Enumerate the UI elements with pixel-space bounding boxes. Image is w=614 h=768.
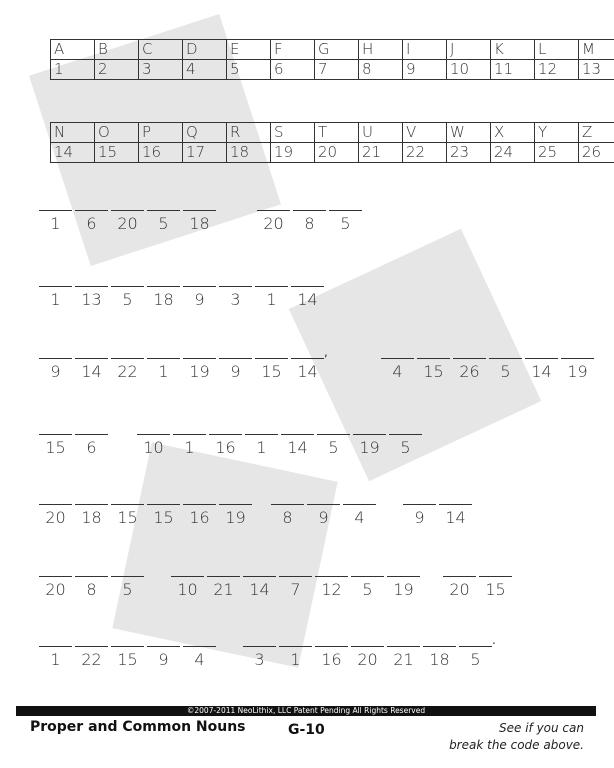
answer-line[interactable] <box>39 424 72 435</box>
answer-line[interactable] <box>343 494 376 505</box>
code-number: 1 <box>290 650 301 669</box>
key-letter-cell: A <box>51 40 95 60</box>
answer-line[interactable] <box>39 276 72 287</box>
letter-blank[interactable] <box>74 348 109 383</box>
code-number: 5 <box>470 650 481 669</box>
code-number: 19 <box>567 362 588 381</box>
answer-line[interactable] <box>183 200 216 211</box>
letter-blank[interactable] <box>146 494 181 529</box>
code-number: 1 <box>266 290 277 309</box>
letter-blank[interactable] <box>290 348 325 383</box>
letter-blank[interactable] <box>380 348 415 383</box>
key-letter-cell: V <box>403 123 447 143</box>
answer-line[interactable] <box>111 276 144 287</box>
key-number-cell: 10 <box>447 60 491 80</box>
letter-blank[interactable] <box>254 276 289 311</box>
code-number: 9 <box>194 290 205 309</box>
letter-blank[interactable] <box>488 348 523 383</box>
code-number: 15 <box>117 650 138 669</box>
key-number-cell: 12 <box>535 60 579 80</box>
letter-blank[interactable] <box>182 200 217 235</box>
numbers-row <box>51 143 614 163</box>
code-number: 8 <box>304 214 315 233</box>
code-number: 14 <box>297 290 318 309</box>
answer-line[interactable] <box>39 636 72 647</box>
letter-blank[interactable] <box>328 200 363 235</box>
letter-blank[interactable] <box>292 200 327 235</box>
letter-blank[interactable] <box>74 494 109 529</box>
key-number-cell: 17 <box>183 143 227 163</box>
answer-line[interactable] <box>147 200 180 211</box>
letters-row <box>51 40 614 60</box>
code-number: 20 <box>263 214 284 233</box>
code-number: 15 <box>117 508 138 527</box>
key-letter-cell: L <box>535 40 579 60</box>
letter-blank[interactable] <box>136 424 171 459</box>
letter-blank[interactable] <box>208 424 243 459</box>
hint-line: break the code above. <box>449 738 584 752</box>
key-letter-cell: R <box>227 123 271 143</box>
letter-blank[interactable] <box>350 566 385 601</box>
letter-blank[interactable] <box>74 636 109 671</box>
code-number: 21 <box>393 650 414 669</box>
letter-blank[interactable] <box>206 566 241 601</box>
code-number: 1 <box>184 438 195 457</box>
key-number-cell: 18 <box>227 143 271 163</box>
answer-line[interactable] <box>111 636 144 647</box>
letter-blank[interactable] <box>314 566 349 601</box>
code-number: 14 <box>531 362 552 381</box>
code-number: 1 <box>50 214 61 233</box>
letter-blank[interactable] <box>342 494 377 529</box>
letter-blank[interactable] <box>110 494 145 529</box>
key-letter-cell: Q <box>183 123 227 143</box>
letter-blank[interactable] <box>74 424 109 459</box>
answer-line[interactable] <box>423 636 456 647</box>
answer-line[interactable] <box>291 276 324 287</box>
key-letter-cell: K <box>491 40 535 60</box>
code-number: 5 <box>122 290 133 309</box>
answer-line[interactable] <box>111 200 144 211</box>
code-number: 26 <box>459 362 480 381</box>
letter-blank[interactable] <box>38 200 73 235</box>
answer-line[interactable] <box>453 348 486 359</box>
letter-blank[interactable] <box>278 566 313 601</box>
key-letter-cell: T <box>315 123 359 143</box>
answer-line[interactable] <box>243 636 276 647</box>
code-number: 9 <box>158 650 169 669</box>
letter-blank[interactable] <box>146 276 181 311</box>
letter-blank[interactable] <box>218 494 253 529</box>
letter-blank[interactable] <box>278 636 313 671</box>
key-letter-cell: D <box>183 40 227 60</box>
answer-line[interactable] <box>147 348 180 359</box>
letter-blank[interactable] <box>442 566 477 601</box>
code-number: 15 <box>485 580 506 599</box>
answer-line[interactable] <box>317 424 350 435</box>
code-number: 18 <box>153 290 174 309</box>
answer-line[interactable] <box>147 494 180 505</box>
answer-line[interactable] <box>137 424 170 435</box>
key-number-cell: 19 <box>271 143 315 163</box>
code-number: 14 <box>287 438 308 457</box>
key-letter-cell: B <box>95 40 139 60</box>
key-letter-cell: E <box>227 40 271 60</box>
answer-line[interactable] <box>459 636 492 647</box>
letter-blank[interactable] <box>478 566 513 601</box>
code-number: 16 <box>321 650 342 669</box>
key-letter-cell: P <box>139 123 183 143</box>
answer-line[interactable] <box>525 348 558 359</box>
letter-blank[interactable] <box>38 636 73 671</box>
code-number: 5 <box>328 438 339 457</box>
code-number: 19 <box>359 438 380 457</box>
key-letter-cell: N <box>51 123 95 143</box>
code-number: 9 <box>318 508 329 527</box>
code-number: 15 <box>45 438 66 457</box>
key-letter-cell: J <box>447 40 491 60</box>
answer-line[interactable] <box>315 636 348 647</box>
answer-line[interactable] <box>257 200 290 211</box>
code-number: 18 <box>189 214 210 233</box>
letter-blank[interactable] <box>182 276 217 311</box>
letter-blank[interactable] <box>452 348 487 383</box>
key-number-cell: 5 <box>227 60 271 80</box>
code-number: 20 <box>357 650 378 669</box>
letter-blank[interactable] <box>560 348 595 383</box>
key-number-cell: 7 <box>315 60 359 80</box>
code-key-table-n-z <box>50 122 614 163</box>
code-number: 1 <box>158 362 169 381</box>
code-number: 7 <box>290 580 301 599</box>
answer-line[interactable] <box>111 566 144 577</box>
answer-line[interactable] <box>219 348 252 359</box>
answer-line[interactable] <box>39 348 72 359</box>
answer-line[interactable] <box>561 348 594 359</box>
code-number: 5 <box>400 438 411 457</box>
letter-blank[interactable] <box>386 636 421 671</box>
code-number: 9 <box>50 362 61 381</box>
code-number: 5 <box>362 580 373 599</box>
code-number: 19 <box>393 580 414 599</box>
key-number-cell: 13 <box>579 60 614 80</box>
letter-blank[interactable] <box>182 348 217 383</box>
key-number-cell: 6 <box>271 60 315 80</box>
letter-blank[interactable] <box>422 636 457 671</box>
letter-blank[interactable] <box>254 348 289 383</box>
key-letter-cell: I <box>403 40 447 60</box>
letter-blank[interactable] <box>182 636 217 671</box>
code-number: 3 <box>230 290 241 309</box>
letter-blank[interactable] <box>110 200 145 235</box>
numbers-row <box>51 60 614 80</box>
letter-blank[interactable] <box>74 200 109 235</box>
key-number-cell: 22 <box>403 143 447 163</box>
code-number: 5 <box>158 214 169 233</box>
letter-blank[interactable] <box>218 276 253 311</box>
punctuation-mark: , <box>324 345 328 359</box>
letter-blank[interactable] <box>352 424 387 459</box>
letter-blank[interactable] <box>306 494 341 529</box>
answer-line[interactable] <box>255 276 288 287</box>
background-square <box>112 442 337 667</box>
code-number: 15 <box>423 362 444 381</box>
key-number-cell: 14 <box>51 143 95 163</box>
answer-line[interactable] <box>351 636 384 647</box>
code-number: 16 <box>189 508 210 527</box>
key-number-cell: 8 <box>359 60 403 80</box>
answer-line[interactable] <box>479 566 512 577</box>
letter-blank[interactable] <box>242 566 277 601</box>
answer-line[interactable] <box>183 636 216 647</box>
code-number: 4 <box>392 362 403 381</box>
answer-line[interactable] <box>75 200 108 211</box>
answer-line[interactable] <box>39 200 72 211</box>
answer-line[interactable] <box>307 494 340 505</box>
letter-blank[interactable] <box>38 276 73 311</box>
answer-line[interactable] <box>279 566 312 577</box>
letter-blank[interactable] <box>146 200 181 235</box>
code-number: 19 <box>189 362 210 381</box>
code-number: 5 <box>340 214 351 233</box>
answer-line[interactable] <box>75 566 108 577</box>
code-number: 4 <box>354 508 365 527</box>
answer-line[interactable] <box>171 566 204 577</box>
code-number: 8 <box>86 580 97 599</box>
answer-line[interactable] <box>75 276 108 287</box>
page-id: G-10 <box>288 722 325 738</box>
code-number: 22 <box>117 362 138 381</box>
answer-line[interactable] <box>75 348 108 359</box>
letter-blank[interactable] <box>524 348 559 383</box>
letter-blank[interactable] <box>438 494 473 529</box>
answer-line[interactable] <box>183 494 216 505</box>
code-number: 6 <box>86 214 97 233</box>
letter-blank[interactable] <box>170 566 205 601</box>
letter-blank[interactable] <box>146 348 181 383</box>
letter-blank[interactable] <box>242 636 277 671</box>
answer-line[interactable] <box>183 348 216 359</box>
key-letter-cell: H <box>359 40 403 60</box>
answer-line[interactable] <box>279 636 312 647</box>
code-number: 14 <box>297 362 318 381</box>
key-letter-cell: Y <box>535 123 579 143</box>
key-number-cell: 4 <box>183 60 227 80</box>
code-number: 15 <box>153 508 174 527</box>
answer-line[interactable] <box>219 276 252 287</box>
letter-blank[interactable] <box>290 276 325 311</box>
letter-blank[interactable] <box>146 636 181 671</box>
answer-line[interactable] <box>207 566 240 577</box>
code-number: 13 <box>81 290 102 309</box>
answer-line[interactable] <box>443 566 476 577</box>
key-number-cell: 25 <box>535 143 579 163</box>
code-number: 18 <box>81 508 102 527</box>
code-number: 9 <box>414 508 425 527</box>
code-number: 20 <box>45 580 66 599</box>
key-letter-cell: F <box>271 40 315 60</box>
letter-blank[interactable] <box>38 494 73 529</box>
key-number-cell: 23 <box>447 143 491 163</box>
answer-line[interactable] <box>489 348 522 359</box>
key-letter-cell: O <box>95 123 139 143</box>
code-number: 5 <box>122 580 133 599</box>
answer-line[interactable] <box>75 636 108 647</box>
code-number: 8 <box>282 508 293 527</box>
letter-blank[interactable] <box>110 348 145 383</box>
letter-blank[interactable] <box>38 348 73 383</box>
answer-line[interactable] <box>381 348 414 359</box>
answer-line[interactable] <box>147 276 180 287</box>
answer-line[interactable] <box>209 424 242 435</box>
letter-blank[interactable] <box>316 424 351 459</box>
answer-line[interactable] <box>111 494 144 505</box>
key-letter-cell: M <box>579 40 614 60</box>
code-number: 10 <box>177 580 198 599</box>
code-number: 20 <box>117 214 138 233</box>
key-letter-cell: Z <box>579 123 614 143</box>
answer-line[interactable] <box>255 348 288 359</box>
answer-line[interactable] <box>39 566 72 577</box>
key-number-cell: 21 <box>359 143 403 163</box>
key-number-cell: 20 <box>315 143 359 163</box>
key-number-cell: 1 <box>51 60 95 80</box>
key-number-cell: 26 <box>579 143 614 163</box>
code-number: 22 <box>81 650 102 669</box>
hint-line: See if you can <box>499 721 584 735</box>
answer-line[interactable] <box>315 566 348 577</box>
key-letter-cell: W <box>447 123 491 143</box>
code-number: 14 <box>249 580 270 599</box>
answer-line[interactable] <box>387 636 420 647</box>
letter-blank[interactable] <box>314 636 349 671</box>
code-number: 21 <box>213 580 234 599</box>
worksheet-title: Proper and Common Nouns <box>30 719 246 735</box>
key-letter-cell: S <box>271 123 315 143</box>
answer-line[interactable] <box>351 566 384 577</box>
key-letter-cell: C <box>139 40 183 60</box>
answer-line[interactable] <box>439 494 472 505</box>
letter-blank[interactable] <box>172 424 207 459</box>
key-letter-cell: X <box>491 123 535 143</box>
code-number: 4 <box>194 650 205 669</box>
answer-line[interactable] <box>353 424 386 435</box>
letter-blank[interactable] <box>270 494 305 529</box>
code-number: 10 <box>143 438 164 457</box>
code-number: 18 <box>429 650 450 669</box>
code-number: 1 <box>50 290 61 309</box>
key-number-cell: 2 <box>95 60 139 80</box>
answer-line[interactable] <box>39 494 72 505</box>
answer-line[interactable] <box>75 494 108 505</box>
key-letter-cell: U <box>359 123 403 143</box>
code-number: 20 <box>449 580 470 599</box>
answer-line[interactable] <box>417 348 450 359</box>
letter-blank[interactable] <box>280 424 315 459</box>
answer-line[interactable] <box>403 494 436 505</box>
letter-blank[interactable] <box>38 424 73 459</box>
letter-blank[interactable] <box>244 424 279 459</box>
answer-line[interactable] <box>75 424 108 435</box>
code-number: 15 <box>261 362 282 381</box>
letters-row <box>51 123 614 143</box>
code-number: 3 <box>254 650 265 669</box>
answer-line[interactable] <box>245 424 278 435</box>
letter-blank[interactable] <box>402 494 437 529</box>
code-number: 6 <box>86 438 97 457</box>
code-number: 1 <box>256 438 267 457</box>
code-number: 19 <box>225 508 246 527</box>
code-number: 9 <box>230 362 241 381</box>
key-number-cell: 9 <box>403 60 447 80</box>
letter-blank[interactable] <box>386 566 421 601</box>
code-number: 12 <box>321 580 342 599</box>
answer-line[interactable] <box>183 276 216 287</box>
code-number: 14 <box>445 508 466 527</box>
code-number: 20 <box>45 508 66 527</box>
letter-blank[interactable] <box>458 636 493 671</box>
answer-line[interactable] <box>111 348 144 359</box>
answer-line[interactable] <box>243 566 276 577</box>
answer-line[interactable] <box>293 200 326 211</box>
answer-line[interactable] <box>147 636 180 647</box>
key-number-cell: 24 <box>491 143 535 163</box>
code-number: 1 <box>50 650 61 669</box>
key-letter-cell: G <box>315 40 359 60</box>
code-number: 5 <box>500 362 511 381</box>
answer-line[interactable] <box>281 424 314 435</box>
letter-blank[interactable] <box>110 276 145 311</box>
hint-text <box>384 720 584 754</box>
letter-blank[interactable] <box>74 276 109 311</box>
letter-blank[interactable] <box>350 636 385 671</box>
letter-blank[interactable] <box>388 424 423 459</box>
punctuation-mark: . <box>492 633 496 647</box>
code-number: 16 <box>215 438 236 457</box>
answer-line[interactable] <box>173 424 206 435</box>
copyright-bar: ©2007-2011 NeoLithix, LLC Patent Pending All Rights Reserved <box>16 706 596 716</box>
key-number-cell: 11 <box>491 60 535 80</box>
letter-blank[interactable] <box>110 566 145 601</box>
code-key-table-a-m <box>50 39 614 80</box>
key-number-cell: 16 <box>139 143 183 163</box>
letter-blank[interactable] <box>182 494 217 529</box>
letter-blank[interactable] <box>256 200 291 235</box>
letter-blank[interactable] <box>416 348 451 383</box>
letter-blank[interactable] <box>38 566 73 601</box>
key-number-cell: 15 <box>95 143 139 163</box>
answer-line[interactable] <box>387 566 420 577</box>
letter-blank[interactable] <box>74 566 109 601</box>
code-number: 14 <box>81 362 102 381</box>
key-number-cell: 3 <box>139 60 183 80</box>
letter-blank[interactable] <box>218 348 253 383</box>
answer-line[interactable] <box>219 494 252 505</box>
answer-line[interactable] <box>329 200 362 211</box>
letter-blank[interactable] <box>110 636 145 671</box>
answer-line[interactable] <box>389 424 422 435</box>
answer-line[interactable] <box>291 348 324 359</box>
answer-line[interactable] <box>271 494 304 505</box>
